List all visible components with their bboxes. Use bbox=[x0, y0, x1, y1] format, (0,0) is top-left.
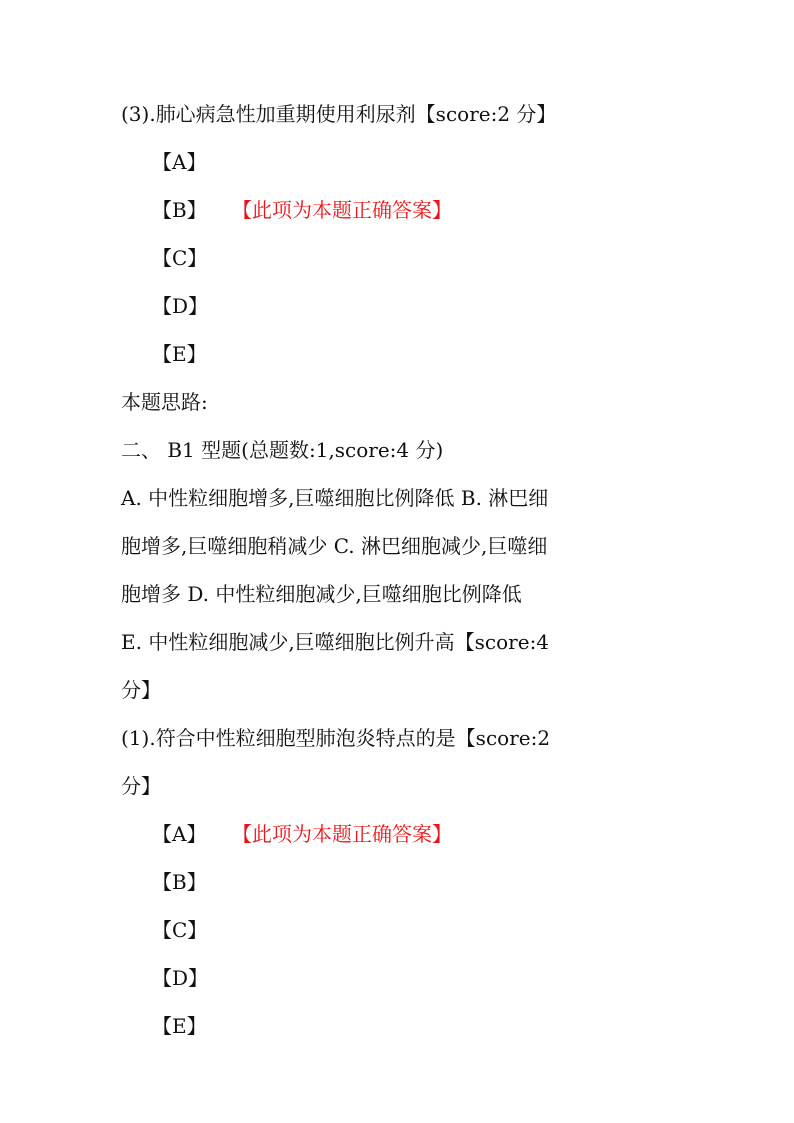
option-a bbox=[121, 138, 681, 186]
question-3-stem: (3).肺心病急性加重期使用利尿剂【score:2 分】 bbox=[121, 102, 557, 126]
option-label: 【D】 bbox=[152, 294, 209, 318]
option-label: 【C】 bbox=[152, 246, 208, 270]
option-label: 【C】 bbox=[152, 918, 208, 942]
shared-choices-line: 胞增多 D. 中性粒细胞减少,巨噬细胞比例降低 bbox=[121, 582, 522, 606]
correct-answer-mark: 【此项为本题正确答案】 bbox=[232, 822, 452, 846]
option-a bbox=[121, 810, 681, 858]
shared-choices-line: E. 中性粒细胞减少,巨噬细胞比例升高【score:4 bbox=[121, 630, 550, 654]
section-heading: 二、 B1 型题(总题数:1,score:4 分) bbox=[121, 438, 444, 462]
correct-answer-mark: 【此项为本题正确答案】 bbox=[232, 198, 452, 222]
option-c bbox=[121, 234, 681, 282]
option-e bbox=[121, 1002, 681, 1050]
question-1-stem: (1).符合中性粒细胞型肺泡炎特点的是【score:2 bbox=[121, 726, 551, 750]
option-label: 【E】 bbox=[152, 342, 207, 366]
option-b bbox=[121, 186, 681, 234]
shared-choices-line: 分】 bbox=[121, 678, 161, 702]
option-e bbox=[121, 330, 681, 378]
option-label: 【B】 bbox=[152, 198, 207, 222]
option-b bbox=[121, 858, 681, 906]
question-1-stem: 分】 bbox=[121, 774, 161, 798]
document-page bbox=[121, 90, 681, 1050]
analysis-label: 本题思路: bbox=[121, 390, 208, 414]
option-label: 【B】 bbox=[152, 870, 207, 894]
option-label: 【E】 bbox=[152, 1014, 207, 1038]
shared-choices-line: 胞增多,巨噬细胞稍减少 C. 淋巴细胞减少,巨噬细 bbox=[121, 534, 548, 558]
option-label: 【A】 bbox=[152, 822, 207, 846]
shared-choices-line: A. 中性粒细胞增多,巨噬细胞比例降低 B. 淋巴细 bbox=[121, 486, 549, 510]
option-d bbox=[121, 282, 681, 330]
option-c bbox=[121, 906, 681, 954]
option-d bbox=[121, 954, 681, 1002]
option-label: 【A】 bbox=[152, 150, 207, 174]
option-label: 【D】 bbox=[152, 966, 209, 990]
